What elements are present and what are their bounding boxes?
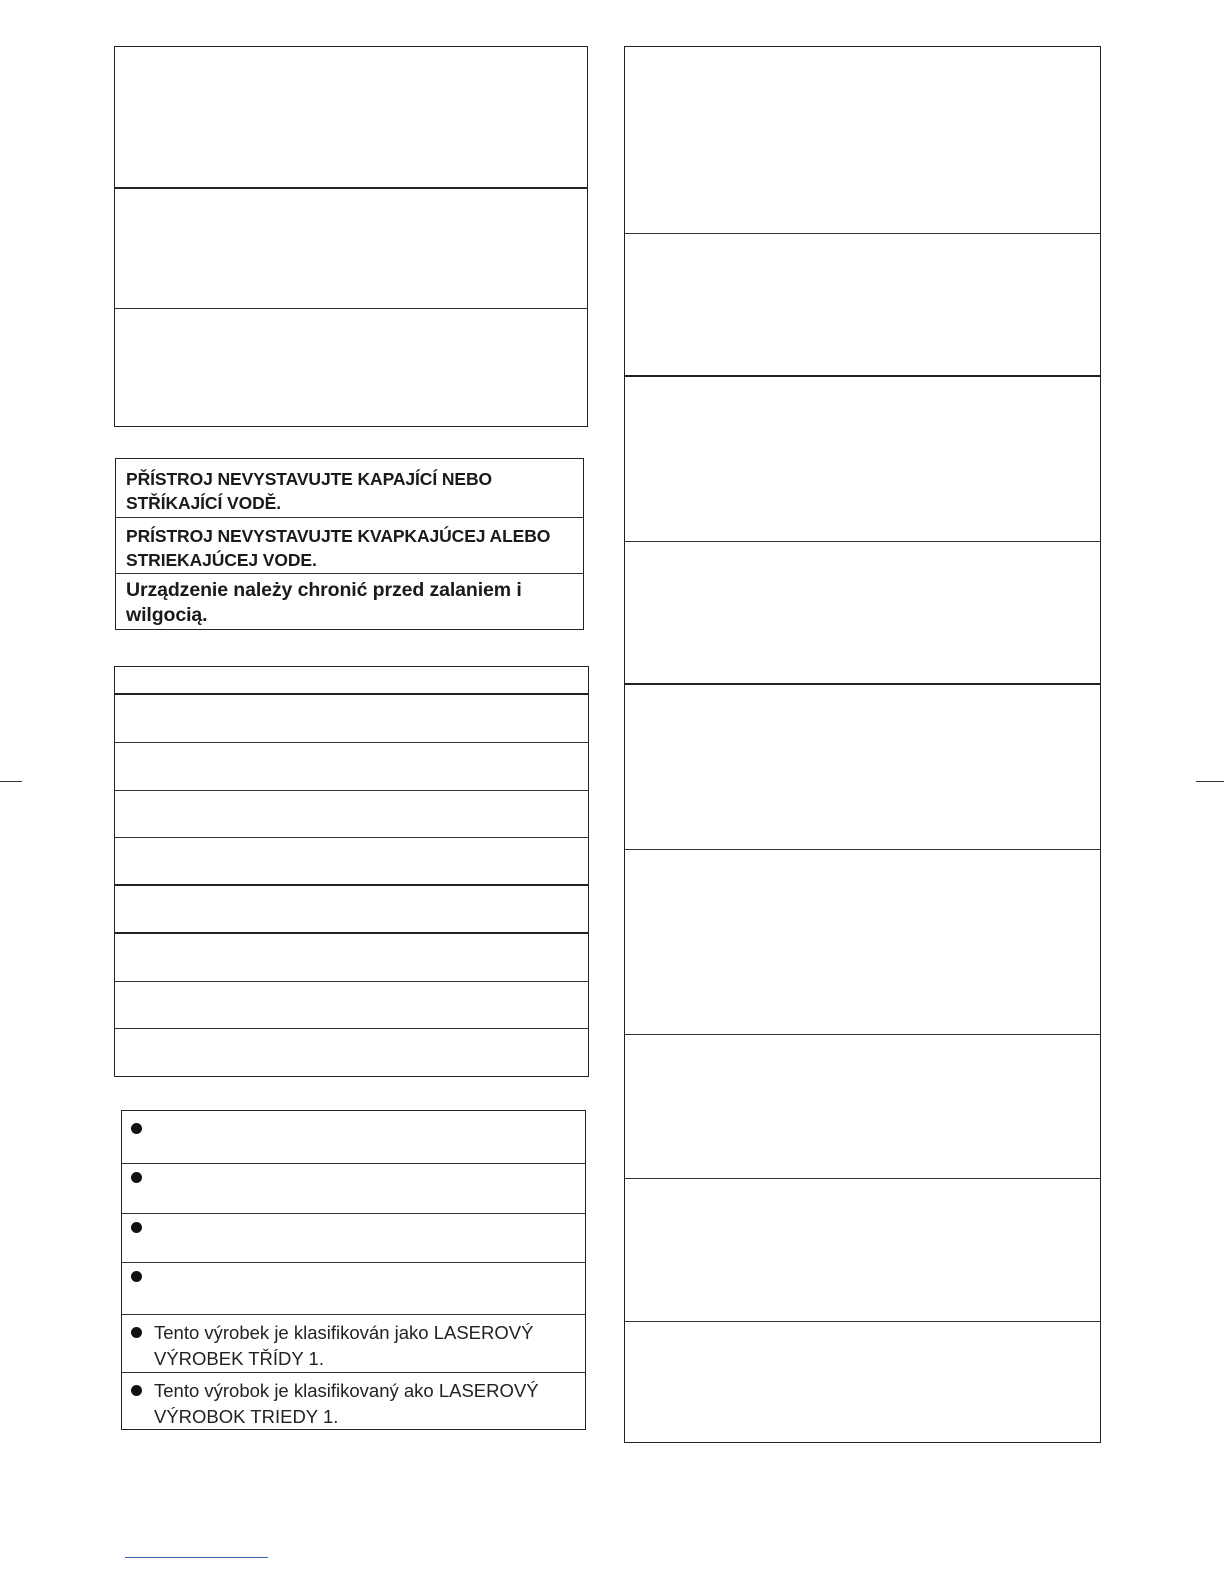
empty-section — [625, 685, 1100, 850]
warning-text-pl: Urządzenie należy chronić przed zalaniem i wilgocią. — [126, 579, 522, 626]
warning-text-cs: PŘÍSTROJ NEVYSTAVUJTE KAPAJÍCÍ NEBO STŘÍKAJÍCÍ VODĚ. — [126, 469, 493, 513]
list-item — [122, 1373, 585, 1429]
table-row — [115, 1029, 588, 1076]
bullet-icon — [131, 1385, 142, 1396]
table-row — [115, 838, 588, 886]
empty-section — [625, 1035, 1100, 1179]
list-item — [122, 1214, 585, 1263]
water-warning-box — [115, 458, 584, 630]
crop-mark-right — [1196, 781, 1224, 782]
bullet-icon — [131, 1327, 142, 1338]
bullet-icon — [131, 1123, 142, 1134]
footer-line — [125, 1557, 268, 1558]
empty-table — [114, 666, 589, 1077]
laser-note-cs: Tento výrobek je klasifikován jako LASEROVÝ VÝROBEK TŘÍDY 1. — [154, 1322, 534, 1369]
list-item — [122, 1263, 585, 1315]
empty-box-top-left — [114, 46, 588, 427]
table-row — [115, 743, 588, 791]
table-row — [115, 886, 588, 934]
table-row — [115, 791, 588, 838]
table-row — [115, 982, 588, 1029]
empty-section — [625, 542, 1100, 685]
warning-row-cs — [116, 459, 583, 518]
bullet-icon — [131, 1172, 142, 1183]
empty-section — [625, 234, 1100, 377]
empty-section — [115, 189, 587, 309]
warning-row-pl — [116, 574, 583, 629]
empty-section — [625, 1179, 1100, 1322]
list-item — [122, 1315, 585, 1373]
warning-row-sk — [116, 518, 583, 574]
bullet-icon — [131, 1271, 142, 1282]
laser-notes-box — [121, 1110, 586, 1430]
empty-section — [625, 377, 1100, 542]
empty-section — [115, 47, 587, 189]
empty-section — [625, 1322, 1100, 1442]
table-header-row — [115, 667, 588, 695]
empty-section — [625, 47, 1100, 234]
bullet-icon — [131, 1222, 142, 1233]
empty-section — [115, 309, 587, 426]
laser-note-sk: Tento výrobok je klasifikovaný ako LASEROVÝ VÝROBOK TRIEDY 1. — [154, 1380, 539, 1427]
list-item — [122, 1164, 585, 1214]
warning-text-sk: PRÍSTROJ NEVYSTAVUJTE KVAPKAJÚCEJ ALEBO STRIEKAJÚCEJ VODE. — [126, 526, 551, 570]
table-row — [115, 934, 588, 982]
list-item — [122, 1111, 585, 1164]
empty-box-right — [624, 46, 1101, 1443]
empty-section — [625, 850, 1100, 1035]
crop-mark-left — [0, 781, 22, 782]
table-row — [115, 695, 588, 743]
